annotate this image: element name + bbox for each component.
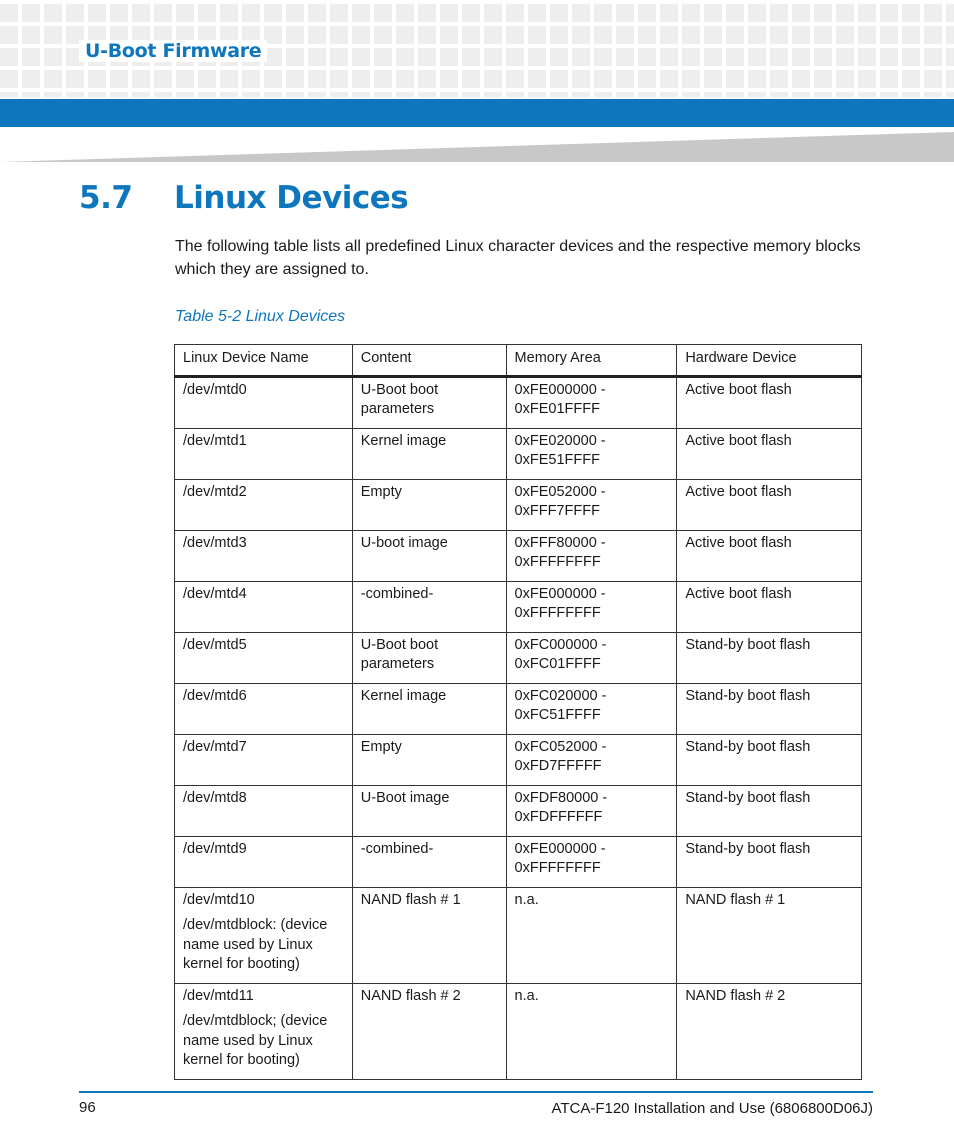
- device-note: /dev/mtdblock: (device name used by Linux kernel for booting): [183, 917, 328, 972]
- memory-area-cell: n.a.: [506, 983, 677, 1079]
- hardware-device-cell: Stand-by boot flash: [677, 734, 862, 785]
- table-row: [175, 734, 862, 785]
- chapter-title: U-Boot Firmware: [79, 40, 267, 62]
- content-cell: NAND flash # 1: [352, 887, 506, 983]
- table-row: [175, 836, 862, 887]
- table-header-row: [175, 345, 862, 377]
- memory-area-cell: 0xFE052000 - 0xFFF7FFFF: [506, 479, 677, 530]
- table-row: [175, 632, 862, 683]
- content-cell: NAND flash # 2: [352, 983, 506, 1079]
- table-row: [175, 428, 862, 479]
- memory-area-cell: 0xFFF80000 - 0xFFFFFFFF: [506, 530, 677, 581]
- hardware-device-cell: Active boot flash: [677, 428, 862, 479]
- content-cell: Kernel image: [352, 683, 506, 734]
- hardware-device-cell: Stand-by boot flash: [677, 683, 862, 734]
- memory-area-cell: 0xFE000000 - 0xFFFFFFFF: [506, 836, 677, 887]
- content-cell: Kernel image: [352, 428, 506, 479]
- table-row: [175, 530, 862, 581]
- memory-area-cell: n.a.: [506, 887, 677, 983]
- column-header: Memory Area: [506, 345, 677, 377]
- memory-area-cell: 0xFE000000 - 0xFE01FFFF: [506, 376, 677, 428]
- content-cell: Empty: [352, 479, 506, 530]
- memory-area-cell: 0xFC000000 - 0xFC01FFFF: [506, 632, 677, 683]
- device-name-cell: /dev/mtd5: [175, 632, 353, 683]
- memory-area-cell: 0xFE020000 - 0xFE51FFFF: [506, 428, 677, 479]
- memory-area-cell: 0xFC020000 - 0xFC51FFFF: [506, 683, 677, 734]
- section-number: 5.7: [79, 180, 133, 216]
- section-title: Linux Devices: [174, 180, 409, 216]
- header-gray-wedge: [0, 132, 954, 162]
- table-caption: Table 5-2 Linux Devices: [175, 308, 346, 325]
- hardware-device-cell: NAND flash # 1: [677, 887, 862, 983]
- document-title: ATCA-F120 Installation and Use (6806800D06J): [551, 1100, 873, 1117]
- device-name-cell: [175, 983, 353, 1079]
- content-cell: Empty: [352, 734, 506, 785]
- hardware-device-cell: Active boot flash: [677, 581, 862, 632]
- device-name-cell: /dev/mtd3: [175, 530, 353, 581]
- header-blue-band: [0, 99, 954, 127]
- table-row: [175, 887, 862, 983]
- device-name-cell: /dev/mtd4: [175, 581, 353, 632]
- hardware-device-cell: Stand-by boot flash: [677, 632, 862, 683]
- content-cell: U-Boot boot parameters: [352, 376, 506, 428]
- hardware-device-cell: Stand-by boot flash: [677, 785, 862, 836]
- footer-rule: [79, 1091, 873, 1093]
- table-row: [175, 479, 862, 530]
- page-number: 96: [79, 1099, 96, 1116]
- hardware-device-cell: Stand-by boot flash: [677, 836, 862, 887]
- content-cell: U-Boot boot parameters: [352, 632, 506, 683]
- section-heading: [79, 180, 408, 216]
- device-note: /dev/mtdblock; (device name used by Linux kernel for booting): [183, 1013, 328, 1068]
- table-row: [175, 376, 862, 428]
- device-name-cell: /dev/mtd1: [175, 428, 353, 479]
- memory-area-cell: 0xFE000000 - 0xFFFFFFFF: [506, 581, 677, 632]
- device-name-cell: [175, 887, 353, 983]
- memory-area-cell: 0xFC052000 - 0xFD7FFFFF: [506, 734, 677, 785]
- hardware-device-cell: NAND flash # 2: [677, 983, 862, 1079]
- device-name-cell: /dev/mtd8: [175, 785, 353, 836]
- hardware-device-cell: Active boot flash: [677, 530, 862, 581]
- device-name-cell: /dev/mtd0: [175, 376, 353, 428]
- hardware-device-cell: Active boot flash: [677, 479, 862, 530]
- device-name-cell: /dev/mtd2: [175, 479, 353, 530]
- table-row: [175, 683, 862, 734]
- hardware-device-cell: Active boot flash: [677, 376, 862, 428]
- device-name: /dev/mtd11: [183, 987, 254, 1004]
- column-header: Hardware Device: [677, 345, 862, 377]
- content-cell: -combined-: [352, 581, 506, 632]
- linux-devices-table: [174, 344, 862, 1080]
- device-name-cell: /dev/mtd9: [175, 836, 353, 887]
- table-row: [175, 785, 862, 836]
- device-name: /dev/mtd10: [183, 891, 255, 908]
- content-cell: U-boot image: [352, 530, 506, 581]
- column-header: Content: [352, 345, 506, 377]
- table-row: [175, 581, 862, 632]
- column-header: Linux Device Name: [175, 345, 353, 377]
- intro-paragraph: The following table lists all predefined Linux character devices and the respective memory blocks which they are assigned to.: [175, 238, 861, 278]
- device-name-cell: /dev/mtd6: [175, 683, 353, 734]
- table-row: [175, 983, 862, 1079]
- content-cell: U-Boot image: [352, 785, 506, 836]
- content-cell: -combined-: [352, 836, 506, 887]
- device-name-cell: /dev/mtd7: [175, 734, 353, 785]
- memory-area-cell: 0xFDF80000 - 0xFDFFFFFF: [506, 785, 677, 836]
